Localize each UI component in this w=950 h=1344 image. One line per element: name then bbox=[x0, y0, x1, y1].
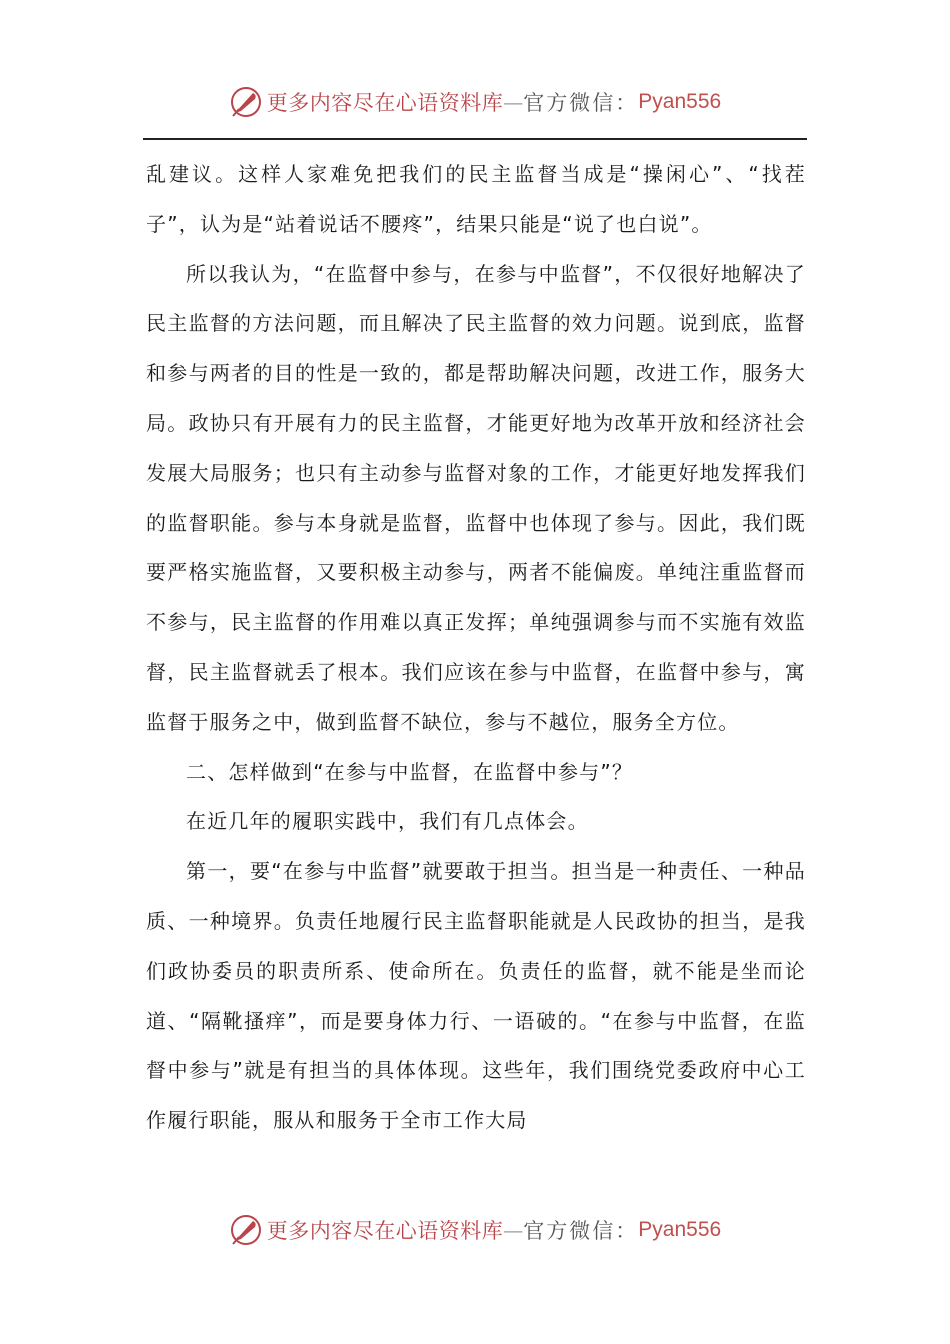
brand-text: 更多内容尽在心语资料库 bbox=[266, 91, 504, 115]
wechat-id: Pyan556 bbox=[638, 90, 722, 113]
feather-pen-logo-icon bbox=[229, 1213, 263, 1247]
footer-wechat-label: 官方微信： bbox=[523, 1219, 639, 1243]
paragraph-1: 乱建议。这样人家难免把我们的民主监督当成是“操闲心”、“找茬子”，认为是“站着说话不腰疼”，结果只能是“说了也白说”。 bbox=[146, 162, 806, 236]
header-divider bbox=[143, 138, 807, 140]
paragraph-2: 所以我认为，“在监督中参与，在参与中监督”，不仅很好地解决了民主监督的方法问题，而且解决了民主监督的效力问题。说到底，监督和参与两者的目的性是一致的，都是帮助解决问题，改进工作，服务大局。政协只有开展有力的民主监督，才能更好地为改革开放和经济社会发展大局服务；也只有主动参与监督对象的工作，才能更好地发挥我们的监督职能。参与本身就是监督，监督中也体现了参与。因此，我们既要严格实施监督，又要积极主动参与，两者不能偏废。单纯注重监督而不参与，民主监督的作用难以真正发挥；单纯强调参与而不实施有效监督，民主监督就丢了根本。我们应该在参与中监督，在监督中参与，寓监督于服务之中，做到监督不缺位，参与不越位，服务全方位。 bbox=[146, 261, 806, 734]
feather-pen-logo-icon bbox=[229, 85, 263, 119]
header-banner bbox=[0, 82, 950, 122]
document-body bbox=[146, 150, 806, 1146]
footer-banner bbox=[0, 1210, 950, 1250]
footer-separator: — bbox=[503, 1218, 524, 1242]
footer-brand-text: 更多内容尽在心语资料库 bbox=[266, 1219, 504, 1243]
banner-separator: — bbox=[503, 90, 524, 114]
paragraph-5: 第一，要“在参与中监督”就要敢于担当。担当是一种责任、一种品质、一种境界。负责任地履行民主监督职能就是人民政协的担当，是我们政协委员的职责所系、使命所在。负责任的监督，就不能是坐而论道、“隔靴搔痒”，而是要身体力行、一语破的。“在参与中监督，在监督中参与”就是有担当的具体体现。这些年，我们围绕党委政府中心工作履行职能，服从和服务于全市工作大局 bbox=[146, 859, 806, 1133]
footer-wechat-id: Pyan556 bbox=[638, 1218, 722, 1241]
section-heading: 二、怎样做到“在参与中监督，在监督中参与”？ bbox=[186, 759, 634, 784]
paragraph-4: 在近几年的履职实践中，我们有几点体会。 bbox=[186, 809, 589, 834]
wechat-label: 官方微信： bbox=[523, 91, 639, 115]
